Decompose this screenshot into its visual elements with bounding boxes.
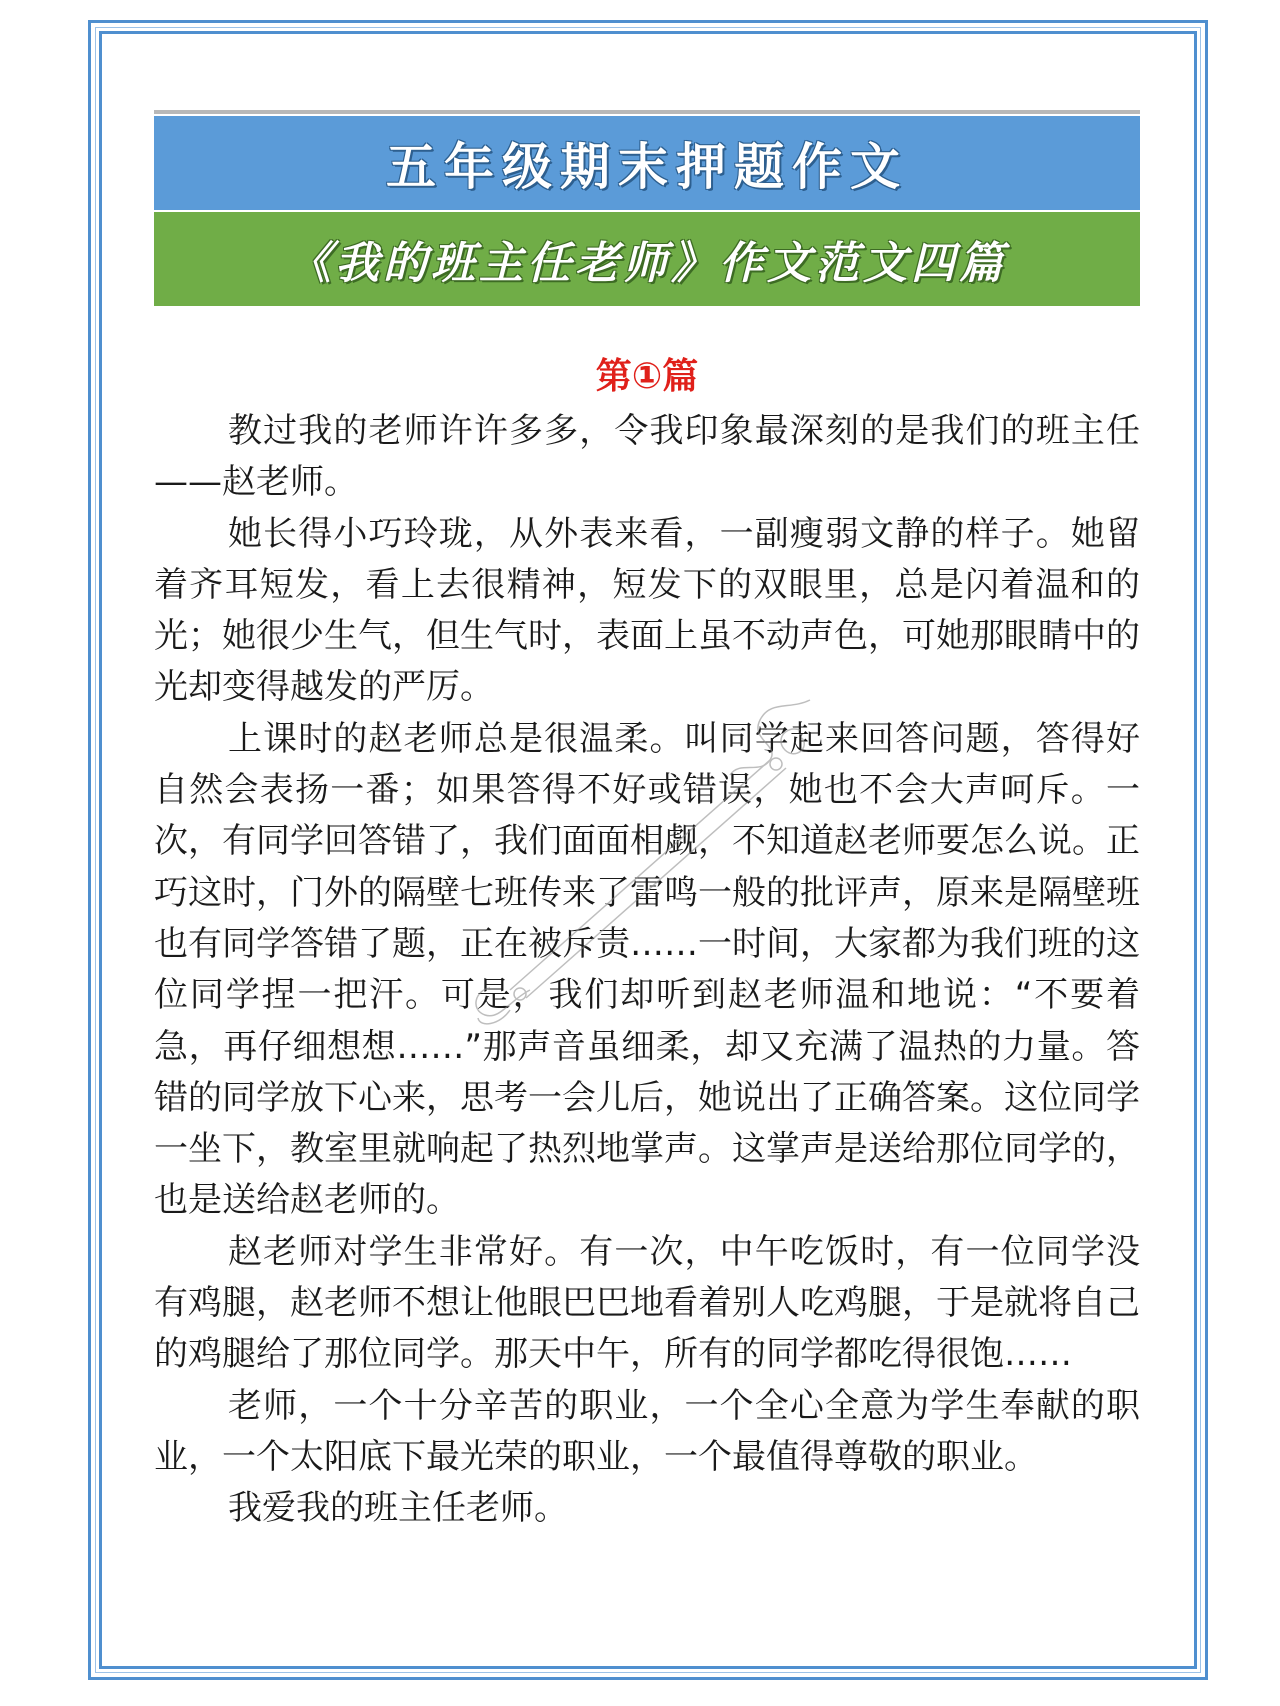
paragraph-1: 教过我的老师许许多多，令我印象最深刻的是我们的班主任——赵老师。 xyxy=(154,411,1140,503)
paragraph-5: 老师，一个十分辛苦的职业，一个全心全意为学生奉献的职业，一个太阳底下最光荣的职业，一个最值得尊敬的职业。 xyxy=(154,1385,1140,1477)
subtitle-banner xyxy=(154,212,1140,306)
article-body xyxy=(154,406,1140,1535)
page-subtitle: 《我的班主任老师》作文范文四篇 xyxy=(287,238,1007,289)
paragraph-3: 上课时的赵老师总是很温柔。叫同学起来回答问题，答得好自然会表扬一番；如果答得不好或错误，她也不会大声呵斥。一次，有同学回答错了，我们面面相觑，不知道赵老师要怎么说。正巧这时，门外的隔壁七班传来了雷鸣一般的批评声，原来是隔壁班也有同学答错了题，正在被斥责……一时间，大家都为我们班的这位同学捏一把汗。可是，我们却听到赵老师温和地说：“不要着急，再仔细想想……”那声音虽细柔，却又充满了温热的力量。答错的同学放下心来，思考一会儿后，她说出了正确答案。这位同学一坐下，教室里就响起了热烈地掌声。这掌声是送给那位同学的，也是送给赵老师的。 xyxy=(154,718,1140,1221)
title-banner xyxy=(154,116,1140,210)
page-title: 五年级期末押题作文 xyxy=(386,137,908,196)
paragraph-6: 我爱我的班主任老师。 xyxy=(228,1488,568,1529)
paragraph-2: 她长得小巧玲珑，从外表来看，一副瘦弱文静的样子。她留着齐耳短发，看上去很精神，短发下的双眼里，总是闪着温和的光；她很少生气，但生气时，表面上虽不动声色，可她那眼睛中的光却变得越发的严厉。 xyxy=(154,513,1140,708)
paragraph-4: 赵老师对学生非常好。有一次，中午吃饭时，有一位同学没有鸡腿，赵老师不想让他眼巴巴地看着别人吃鸡腿，于是就将自己的鸡腿给了那位同学。那天中午，所有的同学都吃得很饱…… xyxy=(154,1231,1140,1375)
header-rule xyxy=(154,110,1140,114)
section-title: 第①篇 xyxy=(595,356,699,397)
